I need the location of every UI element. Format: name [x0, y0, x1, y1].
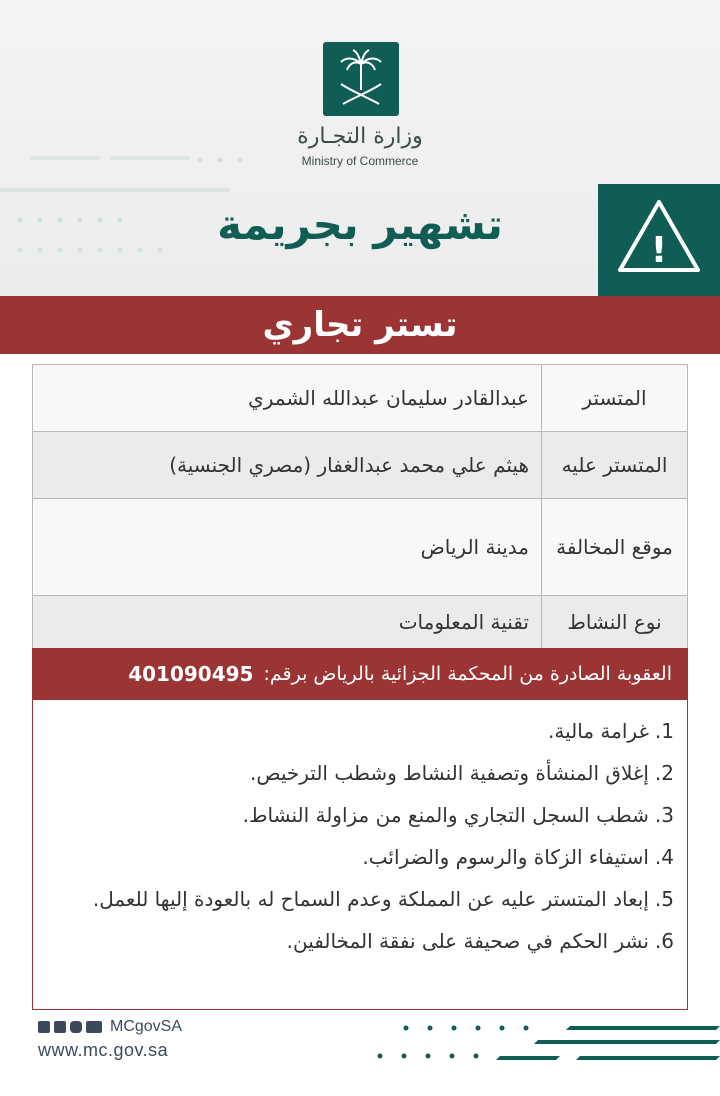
table-value: تقنية المعلومات	[398, 610, 529, 634]
decorative-dots-footer	[370, 1018, 720, 1068]
list-item	[44, 710, 674, 752]
warning-badge	[598, 184, 720, 296]
instagram-icon[interactable]	[70, 1021, 82, 1033]
table-value: هيثم علي محمد عبدالغفار (مصري الجنسية)	[169, 453, 529, 477]
table-row	[32, 596, 688, 649]
list-text: إبعاد المتستر عليه عن المملكة وعدم السماح له بالعودة إليها للعمل.	[92, 887, 649, 911]
ministry-name-en: Ministry of Commerce	[301, 154, 419, 168]
table-label: موقع المخالفة	[541, 499, 687, 595]
table-label: نوع النشاط	[541, 596, 687, 648]
list-text: إغلاق المنشأة وتصفية النشاط وشطب الترخيص.	[249, 761, 649, 785]
list-item	[44, 920, 674, 962]
warning-triangle-icon	[598, 184, 720, 296]
table-row	[32, 432, 688, 499]
list-index: 3.	[654, 803, 674, 827]
table-row	[32, 499, 688, 596]
crime-type-banner: تستر تجاري	[0, 296, 720, 354]
warning-symbol: !	[650, 230, 668, 271]
table-label: المتستر عليه	[541, 432, 687, 498]
list-index: 2.	[654, 761, 674, 785]
list-index: 5.	[654, 887, 674, 911]
table-row	[32, 365, 688, 432]
list-text: نشر الحكم في صحيفة على نفقة المخالفين.	[286, 929, 649, 953]
social-links	[38, 1018, 182, 1036]
penalty-heading	[32, 648, 688, 700]
list-text: شطب السجل التجاري والمنع من مزاولة النشاط.	[242, 803, 649, 827]
list-text: استيفاء الزكاة والرسوم والضرائب.	[362, 845, 649, 869]
list-item	[44, 794, 674, 836]
ministry-logo	[323, 42, 399, 116]
list-index: 1.	[654, 719, 674, 743]
list-index: 6.	[654, 929, 674, 953]
info-table	[32, 364, 688, 649]
penalty-heading-text: العقوبة الصادرة من المحكمة الجزائية بالرياض برقم:	[263, 663, 672, 685]
table-value: عبدالقادر سليمان عبدالله الشمري	[248, 386, 529, 410]
facebook-icon[interactable]	[54, 1021, 66, 1033]
palm-swords-icon	[323, 42, 399, 116]
list-text: غرامة مالية.	[548, 719, 649, 743]
list-item	[44, 752, 674, 794]
penalty-list	[32, 710, 688, 962]
page-title: تشهير بجريمة	[217, 200, 503, 249]
social-handle[interactable]: MCgovSA	[110, 1018, 183, 1035]
table-label: المتستر	[541, 365, 687, 431]
list-index: 4.	[654, 845, 674, 869]
youtube-icon[interactable]	[86, 1021, 102, 1033]
list-item	[44, 878, 674, 920]
table-value: مدينة الرياض	[420, 535, 529, 559]
twitter-icon[interactable]	[38, 1021, 50, 1033]
website-link[interactable]: www.mc.gov.sa	[38, 1040, 169, 1060]
list-item	[44, 836, 674, 878]
ministry-name-ar: وزارة التجـارة	[297, 124, 423, 149]
header-area	[0, 0, 720, 296]
case-number: 401090495	[128, 662, 254, 686]
